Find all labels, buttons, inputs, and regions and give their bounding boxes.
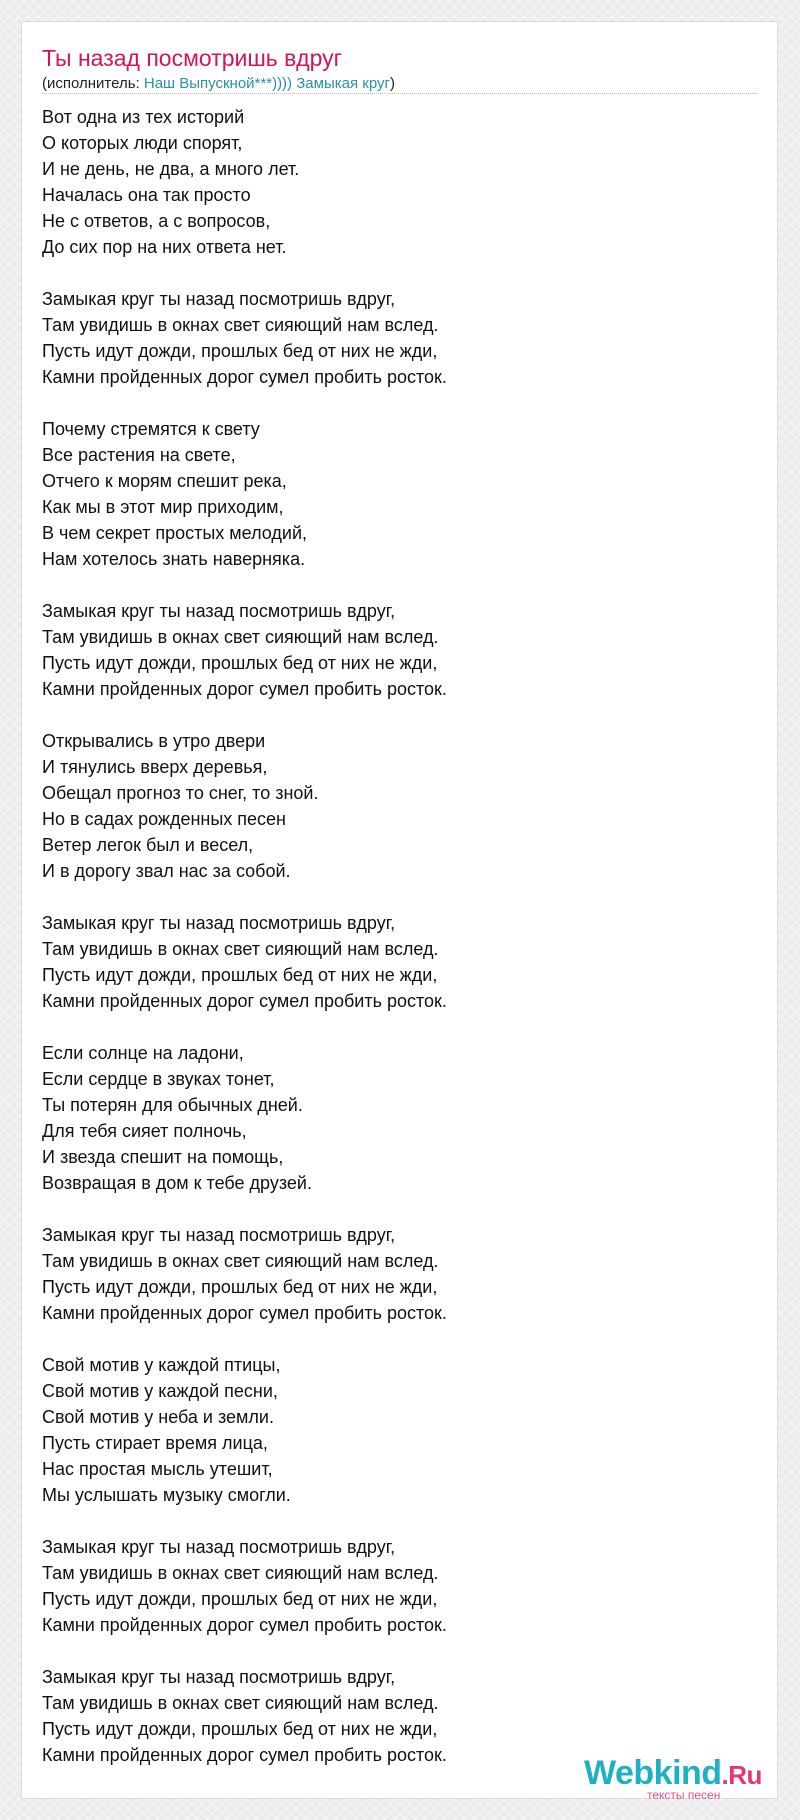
lyrics-line: Замыкая круг ты назад посмотришь вдруг,	[42, 1225, 396, 1245]
song-title: Ты назад посмотришь вдруг	[42, 45, 342, 71]
lyrics-line: Для тебя сияет полночь,	[42, 1121, 247, 1141]
lyrics-line: Пусть идут дожди, прошлых бед от них не жди,	[42, 653, 438, 673]
performer-link-nash-vypusknoy[interactable]: Наш Выпускной***))))	[143, 75, 293, 92]
performer-credits	[42, 75, 395, 93]
lyrics-line: Мы услышать музыку смогли.	[42, 1485, 291, 1505]
lyrics-line: До сих пор на них ответа нет.	[42, 237, 287, 257]
title-divider	[42, 93, 757, 94]
performer-link-zamykaya-krug[interactable]: Замыкая круг	[296, 75, 390, 92]
lyrics-line: Камни пройденных дорог сумел пробить росток.	[42, 991, 447, 1011]
lyrics-stanza	[42, 910, 742, 1014]
lyrics-line: Там увидишь в окнах свет сияющий нам вслед.	[42, 1251, 439, 1271]
lyrics-line: Нам хотелось знать наверняка.	[42, 549, 306, 569]
lyrics-line: Камни пройденных дорог сумел пробить росток.	[42, 367, 447, 387]
lyrics-line: Пусть идут дожди, прошлых бед от них не жди,	[42, 341, 438, 361]
lyrics-line: Пусть стирает время лица,	[42, 1433, 268, 1453]
lyrics-line: В чем секрет простых мелодий,	[42, 523, 307, 543]
lyrics-stanza	[42, 416, 742, 572]
lyrics-line: Возвращая в дом к тебе друзей.	[42, 1173, 312, 1193]
lyrics-line: Если сердце в звуках тонет,	[42, 1069, 275, 1089]
lyrics-line: Пусть идут дожди, прошлых бед от них не жди,	[42, 1277, 438, 1297]
lyrics-line: Там увидишь в окнах свет сияющий нам вслед.	[42, 1693, 439, 1713]
lyrics-line: Ты потерян для обычных дней.	[42, 1095, 303, 1115]
performer-suffix: )	[389, 75, 395, 92]
lyrics-stanza	[42, 1352, 742, 1508]
lyrics-line: Открывались в утро двери	[42, 731, 266, 751]
lyrics-line: Не с ответов, а с вопросов,	[42, 211, 271, 231]
lyrics-line: Замыкая круг ты назад посмотришь вдруг,	[42, 1667, 396, 1687]
logo-name: Webkind	[584, 1754, 722, 1792]
lyrics-stanza	[42, 1040, 742, 1196]
lyrics-line: Замыкая круг ты назад посмотришь вдруг,	[42, 1537, 396, 1557]
lyrics-line: Вот одна из тех историй	[42, 107, 245, 127]
lyrics-line: Пусть идут дожди, прошлых бед от них не жди,	[42, 965, 438, 985]
lyrics-line: Камни пройденных дорог сумел пробить росток.	[42, 1615, 447, 1635]
lyrics-line: Камни пройденных дорог сумел пробить росток.	[42, 679, 447, 699]
lyrics-line: Свой мотив у каждой птицы,	[42, 1355, 281, 1375]
lyrics-stanza	[42, 598, 742, 702]
lyrics-stanza	[42, 104, 742, 260]
lyrics-line: Замыкая круг ты назад посмотришь вдруг,	[42, 289, 396, 309]
lyrics-line: Обещал прогноз то снег, то зной.	[42, 783, 319, 803]
lyrics-line: Свой мотив у неба и земли.	[42, 1407, 274, 1427]
lyrics-line: Пусть идут дожди, прошлых бед от них не жди,	[42, 1719, 438, 1739]
lyrics-line: Пусть идут дожди, прошлых бед от них не жди,	[42, 1589, 438, 1609]
lyrics-line: Все растения на свете,	[42, 445, 236, 465]
lyrics-line: Но в садах рожденных песен	[42, 809, 287, 829]
lyrics-line: Там увидишь в окнах свет сияющий нам вслед.	[42, 1563, 439, 1583]
lyrics-line: Замыкая круг ты назад посмотришь вдруг,	[42, 913, 396, 933]
lyrics-line: Отчего к морям спешит река,	[42, 471, 287, 491]
site-logo[interactable]	[584, 1753, 784, 1803]
lyrics-line: И звезда спешит на помощь,	[42, 1147, 284, 1167]
lyrics-stanza	[42, 286, 742, 390]
lyrics-stanza	[42, 728, 742, 884]
lyrics-line: Замыкая круг ты назад посмотришь вдруг,	[42, 601, 396, 621]
lyrics-text	[42, 104, 742, 1794]
lyrics-stanza	[42, 1534, 742, 1638]
lyrics-stanza	[42, 1222, 742, 1326]
lyrics-line: Если солнце на ладони,	[42, 1043, 244, 1063]
lyrics-line: Началась она так просто	[42, 185, 251, 205]
performer-prefix: (исполнитель:	[42, 75, 144, 92]
lyrics-line: Там увидишь в окнах свет сияющий нам вслед.	[42, 939, 439, 959]
lyrics-line: Камни пройденных дорог сумел пробить росток.	[42, 1745, 447, 1765]
lyrics-line: Почему стремятся к свету	[42, 419, 260, 439]
lyrics-line: Там увидишь в окнах свет сияющий нам вслед.	[42, 315, 439, 335]
lyrics-line: И в дорогу звал нас за собой.	[42, 861, 291, 881]
lyrics-line: И тянулись вверх деревья,	[42, 757, 268, 777]
lyrics-card	[21, 21, 778, 1802]
logo-domain: .Ru	[721, 1760, 762, 1790]
lyrics-line: Камни пройденных дорог сумел пробить росток.	[42, 1303, 447, 1323]
logo-tagline: тексты песен	[647, 1788, 721, 1802]
lyrics-line: Там увидишь в окнах свет сияющий нам вслед.	[42, 627, 439, 647]
lyrics-line: И не день, не два, а много лет.	[42, 159, 300, 179]
lyrics-line: Ветер легок был и весел,	[42, 835, 254, 855]
lyrics-line: Как мы в этот мир приходим,	[42, 497, 284, 517]
lyrics-line: Нас простая мысль утешит,	[42, 1459, 273, 1479]
lyrics-line: О которых люди спорят,	[42, 133, 243, 153]
lyrics-line: Свой мотив у каждой песни,	[42, 1381, 278, 1401]
